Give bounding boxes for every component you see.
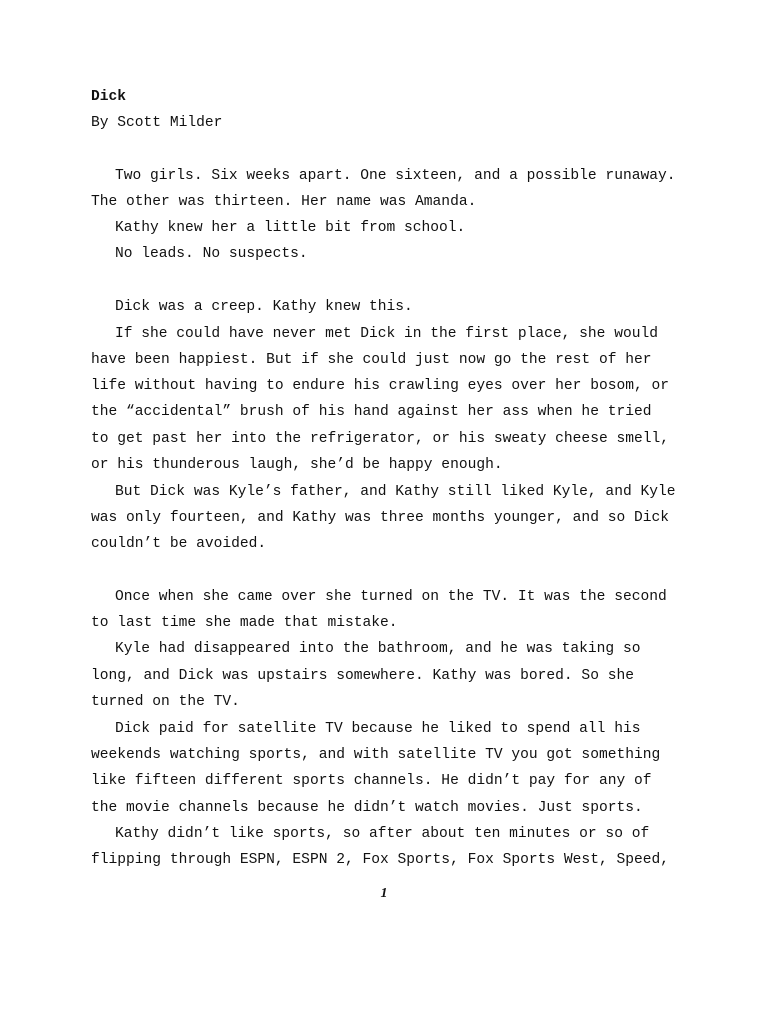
text-line: like fifteen different sports channels. He didn’t pay for any of (91, 773, 652, 789)
text-line: Kathy didn’t like sports, so after about ten minutes or so of (115, 826, 650, 842)
text-line: Dick paid for satellite TV because he liked to spend all his (115, 721, 641, 737)
text-line: But Dick was Kyle’s father, and Kathy still liked Kyle, and Kyle (115, 484, 676, 500)
text-line: Kathy knew her a little bit from school. (115, 220, 466, 236)
document-title: Dick (91, 89, 127, 105)
text-line: or his thunderous laugh, she’d be happy enough. (91, 457, 503, 473)
byline: By Scott Milder (91, 115, 223, 131)
text-line: have been happiest. But if she could just now go the rest of her (91, 352, 652, 368)
text-line: Two girls. Six weeks apart. One sixteen, and a possible runaway. (115, 168, 676, 184)
text-line: turned on the TV. (91, 694, 240, 710)
text-line: weekends watching sports, and with satellite TV you got something (91, 747, 661, 763)
text-line: was only fourteen, and Kathy was three months younger, and so Dick (91, 510, 670, 526)
text-line: long, and Dick was upstairs somewhere. Kathy was bored. So she (91, 668, 634, 684)
text-line: Dick was a creep. Kathy knew this. (115, 299, 413, 315)
text-line: Kyle had disappeared into the bathroom, and he was taking so (115, 641, 641, 657)
text-line: No leads. No suspects. (115, 246, 308, 262)
text-line: life without having to endure his crawling eyes over her bosom, or (91, 378, 670, 394)
text-line: Once when she came over she turned on the TV. It was the second (115, 589, 667, 605)
text-line: the “accidental” brush of his hand against her ass when he tried (91, 404, 652, 420)
text-line: flipping through ESPN, ESPN 2, Fox Sports, Fox Sports West, Speed, (91, 852, 670, 868)
page-number: 1 (380, 886, 388, 901)
text-line: couldn’t be avoided. (91, 536, 267, 552)
text-line: to last time she made that mistake. (91, 615, 398, 631)
text-line: The other was thirteen. Her name was Amanda. (91, 194, 477, 210)
text-line: If she could have never met Dick in the first place, she would (115, 326, 658, 342)
text-line: the movie channels because he didn’t watch movies. Just sports. (91, 800, 643, 816)
text-line: to get past her into the refrigerator, or his sweaty cheese smell, (91, 431, 670, 447)
